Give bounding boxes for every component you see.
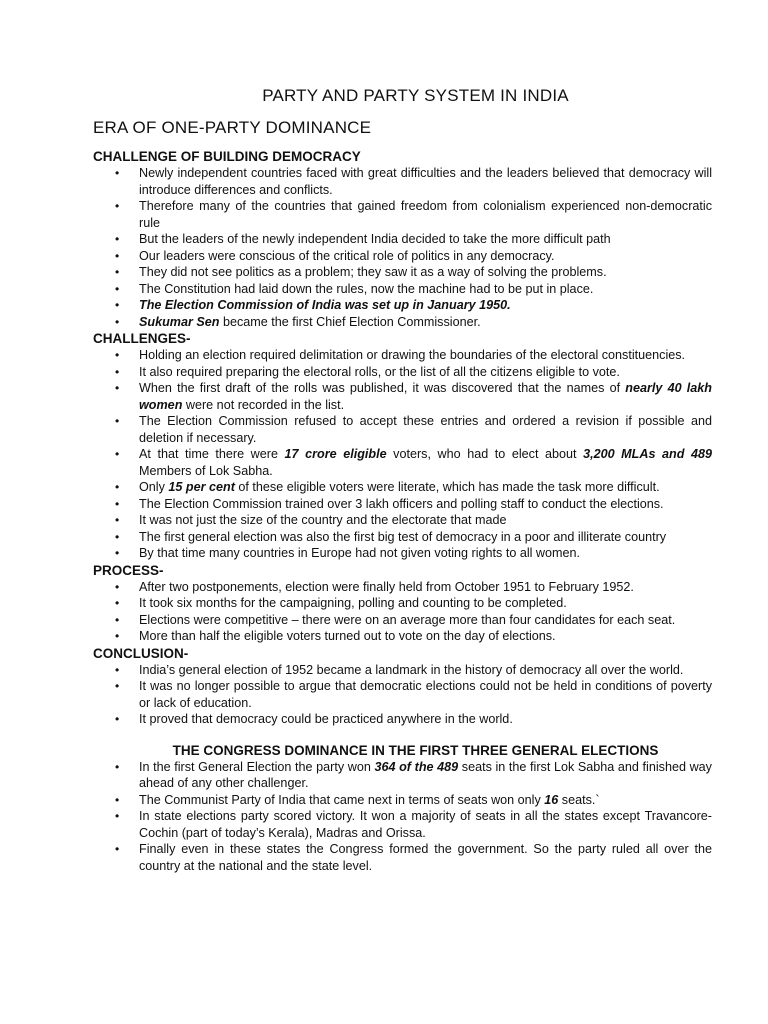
list-item: • It was no longer possible to argue that democratic elections could not be held in conditions of poverty or lack of education. [139,678,712,711]
list-item: • But the leaders of the newly independent India decided to take the more difficult path [139,231,712,248]
list-item-text: were not recorded in the list. [182,397,345,412]
list-item: • After two postponements, election were finally held from October 1951 to February 1952. [139,579,712,596]
list-item-text: The Communist Party of India that came next in terms of seats won only [139,792,545,807]
list-item: • They did not see politics as a problem; they saw it as a way of solving the problems. [139,264,712,281]
list-item [139,380,712,413]
list-item: • India’s general election of 1952 became a landmark in the history of democracy all over the world. [139,662,712,679]
list-item-text: became the first Chief Election Commissioner. [219,314,481,329]
list-item-text: seats.` [558,792,600,807]
list-item: • In state elections party scored victory. It won a majority of seats in all the states except Travancore-Cochin (part of today’s Kerala), Madras and Orissa. [139,808,712,841]
list-item-text: Only [139,480,169,494]
list-item-text: When the first draft of the rolls was published, it was discovered that the names of [139,381,626,395]
list-item: • Holding an election required delimitation or drawing the boundaries of the electoral constituencies. [139,347,712,364]
bold-italic-text: 17 crore eligible [284,447,387,461]
list-item: • Newly independent countries faced with great difficulties and the leaders believed that democracy will introduce differences and conflicts. [139,165,712,198]
bold-italic-text: 15 per cent [168,480,235,494]
list-item-text: seats in the first Lok Sabha and finished way ahead of any other challenger. [139,759,712,790]
list-item: • By that time many countries in Europe had not given voting rights to all women. [139,545,712,562]
list-item: • Therefore many of the countries that gained freedom from colonialism experienced non-democratic rule [139,198,712,231]
bold-italic-text: Sukumar Sen [139,314,220,329]
list-item: • Elections were competitive – there were on an average more than four candidates for each seat. [139,612,712,629]
section-heading-congress-dominance: THE CONGRESS DOMINANCE IN THE FIRST THREE GENERAL ELECTIONS [172,742,659,758]
list-item-text: In the first General Election the party won [139,759,375,774]
list-item: • The Constitution had laid down the rules, now the machine had to be put in place. [139,281,712,298]
list-item-text: Members of Lok Sabha. [139,463,273,478]
section-heading-process: PROCESS- [93,562,164,578]
list-item: • More than half the eligible voters turned out to vote on the day of elections. [139,628,712,645]
list-item: • It also required preparing the electoral rolls, or the list of all the citizens eligible to vote. [139,364,712,381]
list-item [139,446,712,479]
challenges-list [93,347,712,562]
section-heading-challenge: CHALLENGE OF BUILDING DEMOCRACY [93,149,361,164]
section-heading-challenges: CHALLENGES- [93,331,191,346]
list-item-text: voters, who had to elect about [386,447,584,461]
list-item-text: At that time there were [139,447,285,461]
list-item [139,297,712,314]
list-item [139,792,712,809]
bold-italic-text: nearly 40 lakh women [139,381,712,412]
bold-italic-text: 3,200 MLAs and 489 [583,447,712,461]
list-item: • The Election Commission refused to accept these entries and ordered a revision if possible and deletion if necessary. [139,413,712,446]
document-title: PARTY AND PARTY SYSTEM IN INDIA [262,86,569,105]
list-item: • The first general election was also the first big test of democracy in a poor and illiterate country [139,529,712,546]
process-list [93,579,712,645]
bold-italic-text: 364 of the 489 [374,759,459,774]
bold-italic-text: 16 [544,792,559,807]
list-item: • It proved that democracy could be practiced anywhere in the world. [139,711,712,728]
list-item: • Our leaders were conscious of the critical role of politics in any democracy. [139,248,712,265]
bold-italic-text: The Election Commission of India was set up in January 1950. [139,298,511,312]
list-item [139,314,712,331]
era-heading: ERA OF ONE-PARTY DOMINANCE [93,118,372,137]
congress-dominance-list [93,759,712,875]
list-item: • It was not just the size of the country and the electorate that made [139,512,712,529]
section-heading-conclusion: CONCLUSION- [93,645,189,661]
list-item-text: of these eligible voters were literate, which has made the task more difficult. [234,480,660,494]
conclusion-list [93,662,712,728]
list-item [139,479,712,496]
list-item [139,759,712,792]
list-item: • It took six months for the campaigning, polling and counting to be completed. [139,595,712,612]
list-item: • Finally even in these states the Congress formed the government. So the party ruled all over the country at the national and the state level. [139,841,712,874]
list-item: • The Election Commission trained over 3 lakh officers and polling staff to conduct the elections. [139,496,712,513]
challenge-list [93,165,712,330]
